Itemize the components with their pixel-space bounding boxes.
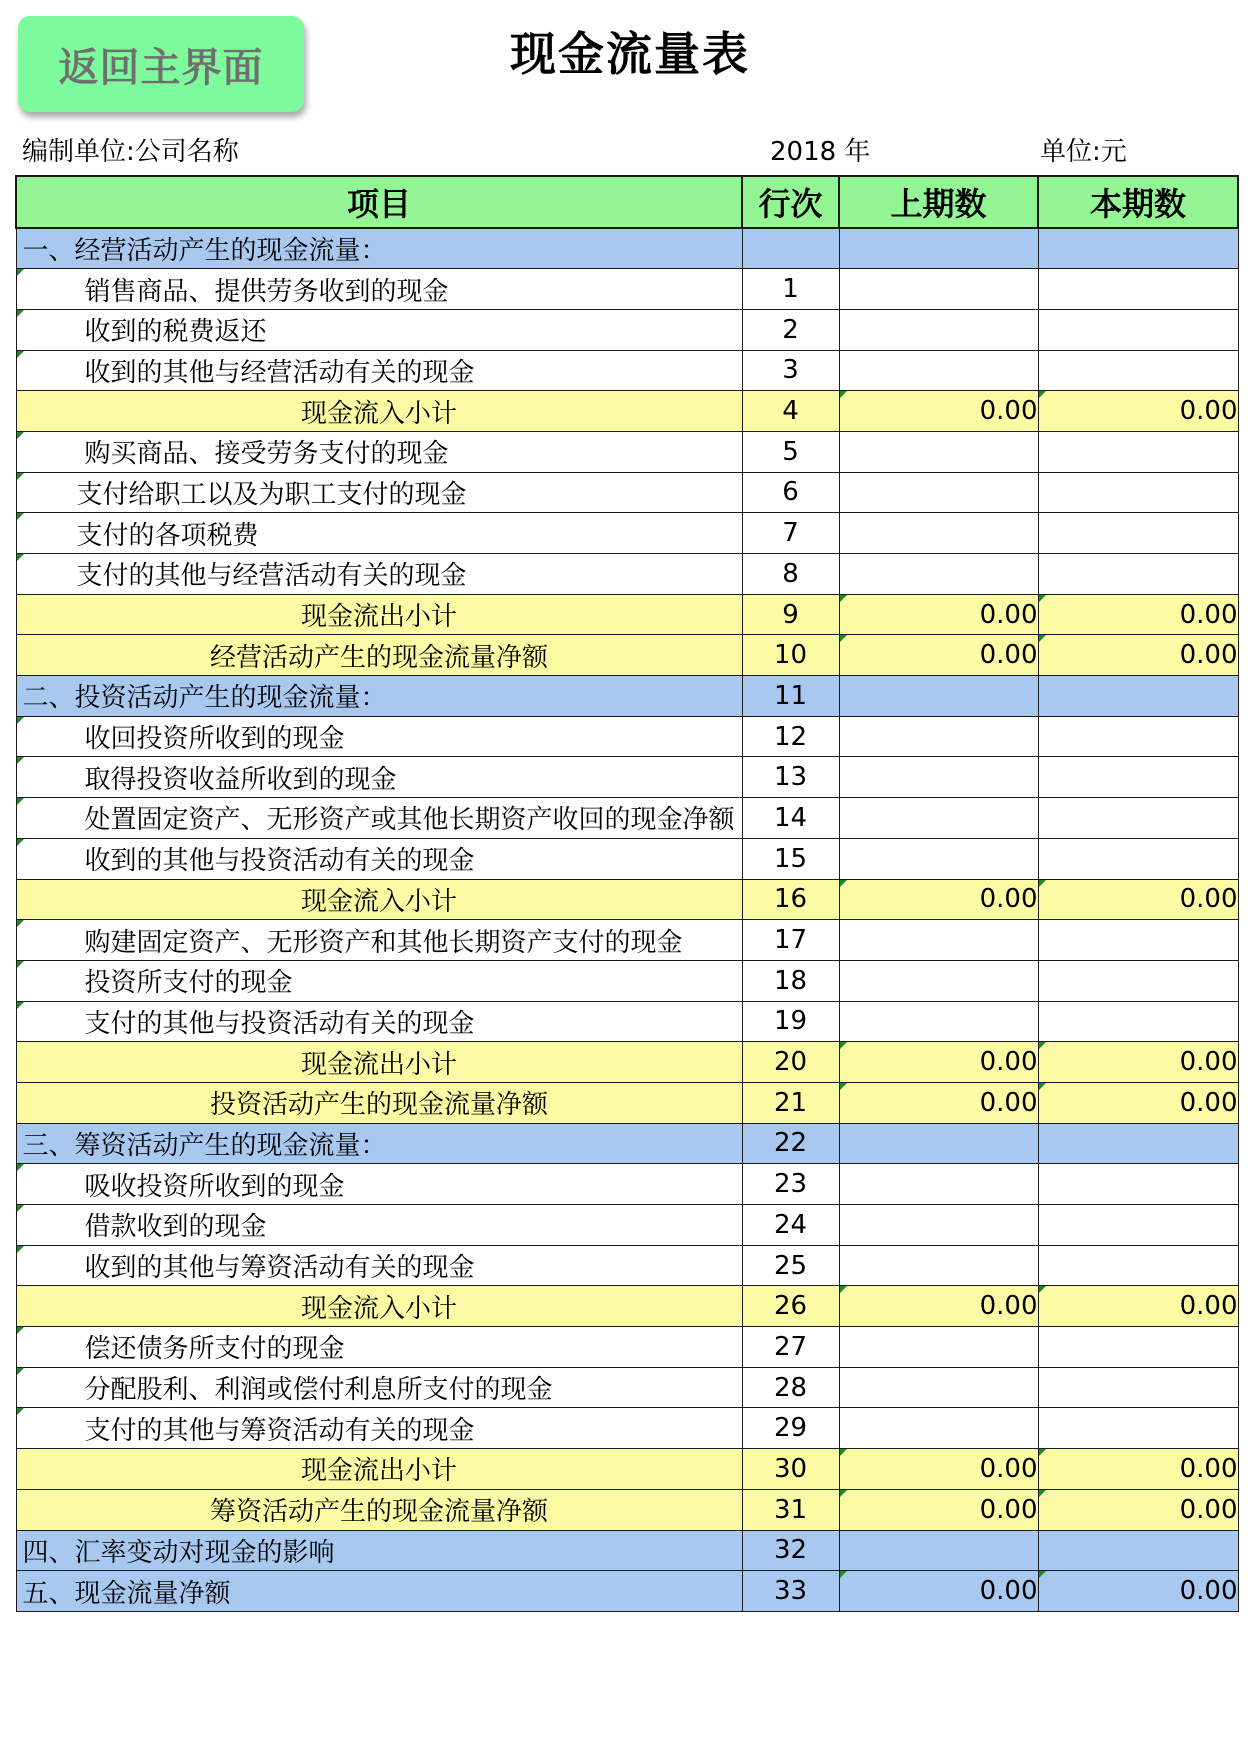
table-row <box>16 1001 1238 1042</box>
row-current-amount-cell[interactable] <box>1038 1367 1238 1408</box>
row-current-amount-cell[interactable] <box>1038 798 1238 839</box>
row-item-cell: 现金流入小计 <box>16 879 742 920</box>
row-prev-amount-cell[interactable]: 0.00 <box>839 1449 1038 1490</box>
row-item-cell: 支付的其他与经营活动有关的现金 <box>16 554 742 595</box>
row-item-cell: 销售商品、提供劳务收到的现金 <box>16 269 742 310</box>
row-line-no-cell: 17 <box>742 920 839 961</box>
row-prev-amount-cell[interactable]: 0.00 <box>839 594 1038 635</box>
row-item-cell: 收回投资所收到的现金 <box>16 716 742 757</box>
row-prev-amount-cell[interactable] <box>839 1530 1038 1571</box>
row-line-no-cell: 9 <box>742 594 839 635</box>
row-prev-amount-cell[interactable] <box>839 1245 1038 1286</box>
table-row <box>16 1367 1238 1408</box>
row-current-amount-cell[interactable] <box>1038 757 1238 798</box>
row-current-amount-cell[interactable] <box>1038 350 1238 391</box>
row-current-amount-cell[interactable]: 0.00 <box>1038 1449 1238 1490</box>
row-item-cell: 一、经营活动产生的现金流量： <box>16 228 742 269</box>
table-row <box>16 1042 1238 1083</box>
row-current-amount-cell[interactable] <box>1038 513 1238 554</box>
table-row <box>16 1245 1238 1286</box>
row-item-cell: 现金流入小计 <box>16 391 742 432</box>
row-line-no-cell: 30 <box>742 1449 839 1490</box>
table-row <box>16 635 1238 676</box>
row-item-cell: 三、筹资活动产生的现金流量： <box>16 1123 742 1164</box>
row-line-no-cell: 33 <box>742 1571 839 1612</box>
row-item-cell: 分配股利、利润或偿付利息所支付的现金 <box>16 1367 742 1408</box>
currency-unit-label: 单位:元 <box>1040 137 1127 167</box>
row-current-amount-cell[interactable] <box>1038 472 1238 513</box>
row-prev-amount-cell[interactable] <box>839 350 1038 391</box>
row-line-no-cell: 23 <box>742 1164 839 1205</box>
row-prev-amount-cell[interactable] <box>839 1001 1038 1042</box>
row-item-cell: 筹资活动产生的现金流量净额 <box>16 1489 742 1530</box>
row-item-cell: 现金流出小计 <box>16 1042 742 1083</box>
table-row <box>16 838 1238 879</box>
row-item-cell: 收到的其他与筹资活动有关的现金 <box>16 1245 742 1286</box>
row-item-cell: 现金流入小计 <box>16 1286 742 1327</box>
row-item-cell: 借款收到的现金 <box>16 1205 742 1246</box>
header-current-period: 本期数 <box>1038 176 1238 228</box>
row-prev-amount-cell[interactable] <box>839 716 1038 757</box>
row-current-amount-cell[interactable] <box>1038 554 1238 595</box>
row-line-no-cell: 14 <box>742 798 839 839</box>
row-item-cell: 支付的其他与筹资活动有关的现金 <box>16 1408 742 1449</box>
table-row <box>16 269 1238 310</box>
row-current-amount-cell[interactable]: 0.00 <box>1038 1489 1238 1530</box>
table-row <box>16 350 1238 391</box>
row-line-no-cell: 20 <box>742 1042 839 1083</box>
row-item-cell: 购买商品、接受劳务支付的现金 <box>16 431 742 472</box>
row-current-amount-cell[interactable] <box>1038 838 1238 879</box>
table-row <box>16 1286 1238 1327</box>
header-line-no: 行次 <box>742 176 839 228</box>
table-header-row <box>16 176 1238 228</box>
table-row <box>16 431 1238 472</box>
row-line-no-cell: 12 <box>742 716 839 757</box>
row-line-no-cell: 26 <box>742 1286 839 1327</box>
row-prev-amount-cell[interactable]: 0.00 <box>839 1042 1038 1083</box>
row-prev-amount-cell[interactable] <box>839 1123 1038 1164</box>
table-row <box>16 879 1238 920</box>
row-prev-amount-cell[interactable]: 0.00 <box>839 1571 1038 1612</box>
table-row <box>16 798 1238 839</box>
row-prev-amount-cell[interactable] <box>839 676 1038 717</box>
row-prev-amount-cell[interactable] <box>839 798 1038 839</box>
row-item-cell: 支付的各项税费 <box>16 513 742 554</box>
header-item: 项目 <box>16 176 742 228</box>
row-line-no-cell: 5 <box>742 431 839 472</box>
row-item-cell: 处置固定资产、无形资产或其他长期资产收回的现金净额 <box>16 798 742 839</box>
row-item-cell: 取得投资收益所收到的现金 <box>16 757 742 798</box>
table-row <box>16 1123 1238 1164</box>
row-current-amount-cell[interactable] <box>1038 1164 1238 1205</box>
row-line-no-cell: 24 <box>742 1205 839 1246</box>
row-prev-amount-cell[interactable] <box>839 757 1038 798</box>
table-row <box>16 228 1238 269</box>
row-item-cell: 收到的税费返还 <box>16 309 742 350</box>
preparing-unit-label: 编制单位:公司名称 <box>22 137 239 167</box>
row-prev-amount-cell[interactable] <box>839 269 1038 310</box>
row-item-cell: 吸收投资所收到的现金 <box>16 1164 742 1205</box>
row-line-no-cell: 25 <box>742 1245 839 1286</box>
row-line-no-cell: 1 <box>742 269 839 310</box>
row-prev-amount-cell[interactable] <box>839 1164 1038 1205</box>
row-line-no-cell: 29 <box>742 1408 839 1449</box>
row-line-no-cell: 27 <box>742 1327 839 1368</box>
row-line-no-cell: 3 <box>742 350 839 391</box>
row-prev-amount-cell[interactable]: 0.00 <box>839 391 1038 432</box>
row-prev-amount-cell[interactable] <box>839 431 1038 472</box>
table-row <box>16 391 1238 432</box>
row-current-amount-cell[interactable] <box>1038 1530 1238 1571</box>
row-prev-amount-cell[interactable]: 0.00 <box>839 635 1038 676</box>
row-item-cell: 支付的其他与投资活动有关的现金 <box>16 1001 742 1042</box>
table-row <box>16 1530 1238 1571</box>
row-line-no-cell: 7 <box>742 513 839 554</box>
row-prev-amount-cell[interactable] <box>839 1205 1038 1246</box>
row-prev-amount-cell[interactable] <box>839 309 1038 350</box>
row-item-cell: 收到的其他与经营活动有关的现金 <box>16 350 742 391</box>
row-line-no-cell: 4 <box>742 391 839 432</box>
row-line-no-cell: 2 <box>742 309 839 350</box>
row-current-amount-cell[interactable] <box>1038 228 1238 269</box>
table-row <box>16 1205 1238 1246</box>
table-row <box>16 513 1238 554</box>
row-current-amount-cell[interactable] <box>1038 960 1238 1001</box>
row-item-cell: 投资所支付的现金 <box>16 960 742 1001</box>
row-current-amount-cell[interactable]: 0.00 <box>1038 1571 1238 1612</box>
row-prev-amount-cell[interactable] <box>839 472 1038 513</box>
row-current-amount-cell[interactable] <box>1038 1205 1238 1246</box>
row-line-no-cell: 16 <box>742 879 839 920</box>
row-line-no-cell: 31 <box>742 1489 839 1530</box>
row-current-amount-cell[interactable]: 0.00 <box>1038 1286 1238 1327</box>
row-line-no-cell: 32 <box>742 1530 839 1571</box>
row-current-amount-cell[interactable] <box>1038 431 1238 472</box>
row-line-no-cell: 15 <box>742 838 839 879</box>
row-line-no-cell: 8 <box>742 554 839 595</box>
back-to-main-button[interactable]: 返回主界面 <box>18 16 304 112</box>
row-current-amount-cell[interactable] <box>1038 309 1238 350</box>
row-line-no-cell: 21 <box>742 1082 839 1123</box>
table-row <box>16 676 1238 717</box>
table-row <box>16 554 1238 595</box>
row-prev-amount-cell[interactable] <box>839 228 1038 269</box>
table-row <box>16 1571 1238 1612</box>
table-row <box>16 1489 1238 1530</box>
table-row <box>16 960 1238 1001</box>
table-row <box>16 1082 1238 1123</box>
header-prev-period: 上期数 <box>839 176 1038 228</box>
row-prev-amount-cell[interactable] <box>839 920 1038 961</box>
row-prev-amount-cell[interactable]: 0.00 <box>839 879 1038 920</box>
row-current-amount-cell[interactable]: 0.00 <box>1038 1082 1238 1123</box>
cash-flow-table <box>15 175 1239 1612</box>
row-item-cell: 现金流出小计 <box>16 594 742 635</box>
row-line-no-cell: 10 <box>742 635 839 676</box>
row-line-no-cell: 18 <box>742 960 839 1001</box>
row-current-amount-cell[interactable] <box>1038 1245 1238 1286</box>
row-prev-amount-cell[interactable] <box>839 554 1038 595</box>
row-item-cell: 购建固定资产、无形资产和其他长期资产支付的现金 <box>16 920 742 961</box>
row-item-cell: 四、汇率变动对现金的影响 <box>16 1530 742 1571</box>
table-row <box>16 594 1238 635</box>
row-item-cell: 投资活动产生的现金流量净额 <box>16 1082 742 1123</box>
table-row <box>16 1408 1238 1449</box>
row-current-amount-cell[interactable]: 0.00 <box>1038 594 1238 635</box>
row-item-cell: 经营活动产生的现金流量净额 <box>16 635 742 676</box>
row-prev-amount-cell[interactable] <box>839 960 1038 1001</box>
row-line-no-cell: 11 <box>742 676 839 717</box>
table-row <box>16 757 1238 798</box>
row-current-amount-cell[interactable] <box>1038 676 1238 717</box>
row-line-no-cell: 28 <box>742 1367 839 1408</box>
row-line-no-cell: 13 <box>742 757 839 798</box>
row-current-amount-cell[interactable] <box>1038 269 1238 310</box>
row-item-cell: 二、投资活动产生的现金流量： <box>16 676 742 717</box>
row-prev-amount-cell[interactable] <box>839 513 1038 554</box>
row-line-no-cell <box>742 228 839 269</box>
table-row <box>16 920 1238 961</box>
row-line-no-cell: 6 <box>742 472 839 513</box>
table-row <box>16 1164 1238 1205</box>
row-item-cell: 支付给职工以及为职工支付的现金 <box>16 472 742 513</box>
row-line-no-cell: 22 <box>742 1123 839 1164</box>
row-prev-amount-cell[interactable]: 0.00 <box>839 1489 1038 1530</box>
row-current-amount-cell[interactable] <box>1038 1408 1238 1449</box>
row-item-cell: 现金流出小计 <box>16 1449 742 1490</box>
row-current-amount-cell[interactable]: 0.00 <box>1038 879 1238 920</box>
row-item-cell: 收到的其他与投资活动有关的现金 <box>16 838 742 879</box>
row-prev-amount-cell[interactable] <box>839 1408 1038 1449</box>
row-prev-amount-cell[interactable]: 0.00 <box>839 1082 1038 1123</box>
row-item-cell: 偿还债务所支付的现金 <box>16 1327 742 1368</box>
table-row <box>16 1327 1238 1368</box>
row-prev-amount-cell[interactable]: 0.00 <box>839 1286 1038 1327</box>
table-row <box>16 472 1238 513</box>
row-prev-amount-cell[interactable] <box>839 838 1038 879</box>
year-label: 2018 年 <box>770 137 871 167</box>
table-row <box>16 309 1238 350</box>
row-current-amount-cell[interactable] <box>1038 716 1238 757</box>
row-current-amount-cell[interactable] <box>1038 1327 1238 1368</box>
row-current-amount-cell[interactable] <box>1038 920 1238 961</box>
row-prev-amount-cell[interactable] <box>839 1367 1038 1408</box>
row-prev-amount-cell[interactable] <box>839 1327 1038 1368</box>
row-current-amount-cell[interactable] <box>1038 1001 1238 1042</box>
row-current-amount-cell[interactable] <box>1038 1123 1238 1164</box>
table-row <box>16 716 1238 757</box>
row-current-amount-cell[interactable]: 0.00 <box>1038 1042 1238 1083</box>
table-row <box>16 1449 1238 1490</box>
row-current-amount-cell[interactable]: 0.00 <box>1038 391 1238 432</box>
row-item-cell: 五、现金流量净额 <box>16 1571 742 1612</box>
row-current-amount-cell[interactable]: 0.00 <box>1038 635 1238 676</box>
page-title: 现金流量表 <box>510 27 750 81</box>
row-line-no-cell: 19 <box>742 1001 839 1042</box>
